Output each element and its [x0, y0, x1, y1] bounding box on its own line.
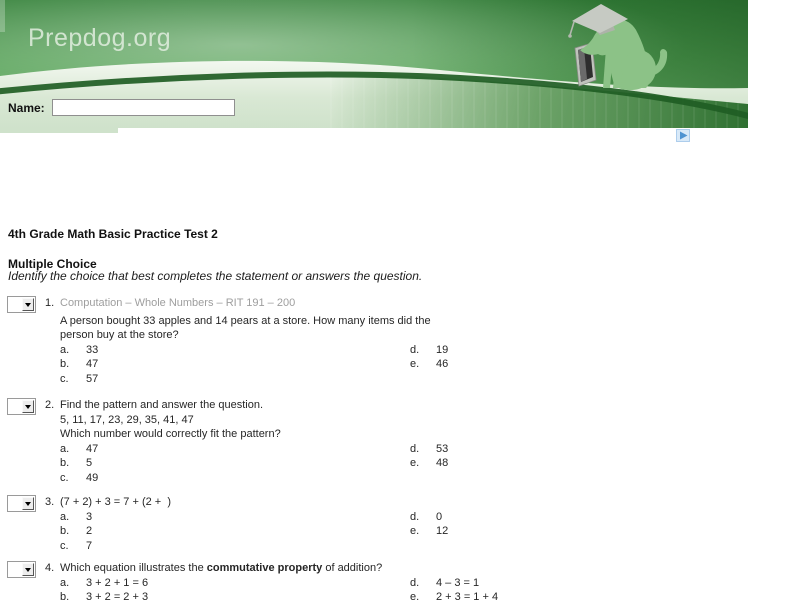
chevron-down-icon	[25, 303, 31, 307]
text-segment: 5, 11, 17, 23, 29, 35, 41, 47	[60, 413, 194, 426]
name-label: Name:	[8, 101, 45, 115]
option-letter: e.	[410, 358, 420, 370]
option-text: 48	[436, 457, 449, 469]
option-text: 33	[86, 343, 99, 356]
option-right	[410, 524, 448, 539]
option-letter: c.	[60, 471, 69, 484]
question-item	[8, 398, 768, 485]
text-segment: Which equation illustrates the	[60, 562, 207, 574]
text-segment: commutative property	[206, 562, 323, 574]
option-letter: d.	[410, 343, 420, 356]
option-text: 2 + 3 = 1 + 4	[436, 591, 499, 600]
question-item	[8, 561, 768, 600]
option-letter: e.	[410, 457, 420, 469]
option-text: 3	[86, 510, 93, 523]
option-text: 47	[86, 442, 99, 455]
option-letter: a.	[60, 510, 70, 523]
question-lines	[60, 561, 768, 600]
question-number: 4.	[45, 562, 55, 574]
question-number: 2.	[45, 399, 55, 411]
option-letter: a.	[60, 442, 70, 455]
options	[60, 343, 768, 387]
question-item	[8, 495, 768, 553]
option-letter: d.	[410, 510, 420, 523]
option-text: 46	[436, 358, 449, 370]
text-segment: of addition?	[322, 562, 383, 574]
question-number: 1.	[45, 297, 55, 309]
option-letter: d.	[410, 576, 420, 589]
option-row	[60, 510, 768, 525]
question-category	[60, 296, 768, 311]
options	[60, 510, 768, 554]
option-right	[410, 510, 442, 525]
option-letter: b.	[60, 525, 70, 537]
option-text: 19	[436, 343, 449, 356]
option-row	[60, 590, 768, 600]
option-right	[410, 576, 479, 591]
option-row	[60, 576, 768, 591]
option-row	[60, 539, 768, 554]
option-right	[410, 343, 448, 358]
text-segment: Computation – Whole Numbers – RIT 191 – 200	[60, 297, 296, 309]
option-text: 3 + 2 = 2 + 3	[86, 591, 149, 600]
instructions: Identify the choice that best completes the statement or answers the question.	[8, 269, 423, 283]
question-text	[60, 427, 768, 442]
option-text: 0	[436, 510, 443, 523]
option-row	[60, 372, 768, 387]
question-text	[60, 314, 768, 329]
option-right	[410, 456, 448, 471]
option-row	[60, 524, 768, 539]
question-2-answer-select[interactable]	[7, 398, 36, 415]
page-title: 4th Grade Math Basic Practice Test 2	[8, 227, 218, 241]
option-text: 53	[436, 442, 449, 455]
text-segment: A person bought 33 apples and 14 pears at a store. How many items did the	[60, 314, 431, 327]
option-letter: b.	[60, 591, 70, 600]
question-text	[60, 328, 768, 343]
option-letter: a.	[60, 576, 70, 589]
question-text	[60, 398, 768, 413]
option-text: 57	[86, 372, 99, 385]
dropdown-button[interactable]	[22, 497, 34, 510]
question-lines	[60, 495, 768, 553]
option-text: 49	[86, 471, 99, 484]
option-letter: b.	[60, 457, 70, 469]
section-heading: Multiple Choice	[8, 257, 97, 271]
option-letter: e.	[410, 591, 420, 600]
option-text: 47	[86, 358, 99, 370]
question-text	[60, 413, 768, 428]
question-lines	[60, 398, 768, 485]
option-letter: d.	[410, 442, 420, 455]
question-3-answer-select[interactable]	[7, 495, 36, 512]
option-right	[410, 357, 448, 372]
text-segment: (7 + 2) + 3 = 7 + (2 + )	[60, 496, 171, 508]
option-letter: e.	[410, 525, 420, 537]
text-segment: Which number would correctly fit the pattern?	[60, 428, 281, 440]
options	[60, 576, 768, 600]
dropdown-button[interactable]	[22, 563, 34, 576]
option-row	[60, 456, 768, 471]
text-segment: person buy at the store?	[60, 329, 179, 341]
chevron-down-icon	[25, 405, 31, 409]
question-text	[60, 495, 768, 510]
chevron-down-icon	[25, 502, 31, 506]
text-segment: Find the pattern and answer the question.	[60, 399, 264, 411]
dropdown-button[interactable]	[22, 400, 34, 413]
chevron-down-icon	[25, 568, 31, 572]
question-item	[8, 296, 768, 386]
question-number: 3.	[45, 496, 55, 508]
option-right	[410, 442, 448, 457]
option-row	[60, 442, 768, 457]
question-1-answer-select[interactable]	[7, 296, 36, 313]
question-lines	[60, 296, 768, 386]
option-letter: c.	[60, 372, 69, 385]
options	[60, 442, 768, 486]
option-text: 3 + 2 + 1 = 6	[86, 576, 149, 589]
option-row	[60, 343, 768, 358]
option-letter: a.	[60, 343, 70, 356]
site-logo: Prepdog.org	[28, 24, 172, 52]
option-letter: b.	[60, 358, 70, 370]
option-right	[410, 590, 498, 600]
option-row	[60, 357, 768, 372]
option-text: 7	[86, 539, 93, 552]
option-text: 2	[86, 525, 93, 537]
question-4-answer-select[interactable]	[7, 561, 36, 578]
dropdown-button[interactable]	[22, 298, 34, 311]
option-row	[60, 471, 768, 486]
question-text	[60, 561, 768, 576]
option-text: 5	[86, 457, 93, 469]
option-letter: c.	[60, 539, 69, 552]
option-text: 4 – 3 = 1	[436, 576, 480, 589]
option-text: 12	[436, 525, 449, 537]
